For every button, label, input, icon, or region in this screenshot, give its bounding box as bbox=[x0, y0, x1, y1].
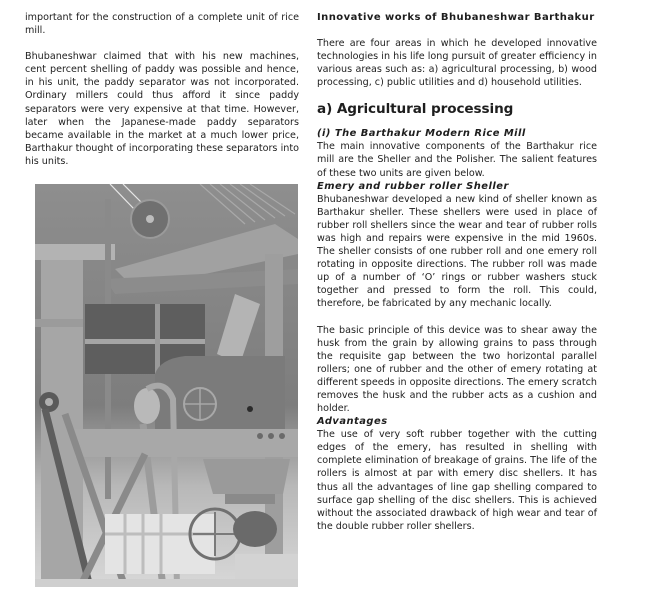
sheller-paragraph-2: The basic principle of this device was to shear away the husk from the grain by allowing grains to pass through the requisite gap between the two horizontal parallel rollers; one of rubber and the other of emery rotating at different speeds in opposite directions. The emery scratch removes the husk and the rubber acts as a cushion and holder. bbox=[317, 324, 597, 415]
left-column bbox=[25, 11, 299, 168]
section-title: Innovative works of Bhubaneshwar Barthakur bbox=[317, 12, 595, 23]
separator-paragraph: Bhubaneshwar claimed that with his new machines, cent percent shelling of paddy was possible and hence, in his unit, the paddy separator was not incorporated. Ordinary millers could thus afford it since paddy separators were very expensive at that time. However, later when the Japanese-made paddy separators became available in the market at a much lower price, Barthakur thought of incorporating these separators into his units. bbox=[25, 51, 299, 167]
section-intro: There are four areas in which he developed innovative technologies in his life long pursuit of greater efficiency in various areas such as: a) agricultural processing, b) wood processing, c) public utilities and d) household utilities. bbox=[317, 38, 597, 89]
intro-fragment: important for the construction of a complete unit of rice mill. bbox=[25, 12, 299, 37]
rice-mill-photo bbox=[35, 184, 298, 587]
major-heading: a) Agricultural processing bbox=[317, 101, 514, 118]
advantages-paragraph: The use of very soft rubber together with the cutting edges of the emery, has resulted in shelling with complete elimination of breakage of grains. The life of the rollers is almost at par with emery disc shellers. It has thus all the advantages of line gap shelling compared to surface gap shelling of the disc shellers. This is achieved without the associated drawback of high wear and tear of the double rubber roller shellers. bbox=[317, 429, 597, 532]
subsection-title-sheller: Emery and rubber roller Sheller bbox=[317, 180, 509, 192]
subsection-title-rice-mill: (i) The Barthakur Modern Rice Mill bbox=[317, 128, 526, 140]
sheller-paragraph-1: Bhubaneshwar developed a new kind of sheller known as Barthakur sheller. These shellers were used in place of rubber roll shellers since the wear and tear of rubber rolls was high and repairs were expensive in the mid 1960s. The sheller consists of one rubber roll and one emery roll rotating in opposite directions. The rubber roll was made up of a number of ‘O’ rings or rubber washers stuck together and pressed to form the roll. This could, therefore, be fabricated by any mechanic locally. bbox=[317, 193, 597, 310]
right-column bbox=[317, 11, 597, 533]
photo-rice-mill-icon bbox=[35, 184, 298, 587]
subsection-title-advantages: Advantages bbox=[317, 416, 388, 428]
rice-mill-paragraph: The main innovative components of the Barthakur rice mill are the Sheller and the Polisher. The salient features of these two units are given below. bbox=[317, 141, 597, 179]
